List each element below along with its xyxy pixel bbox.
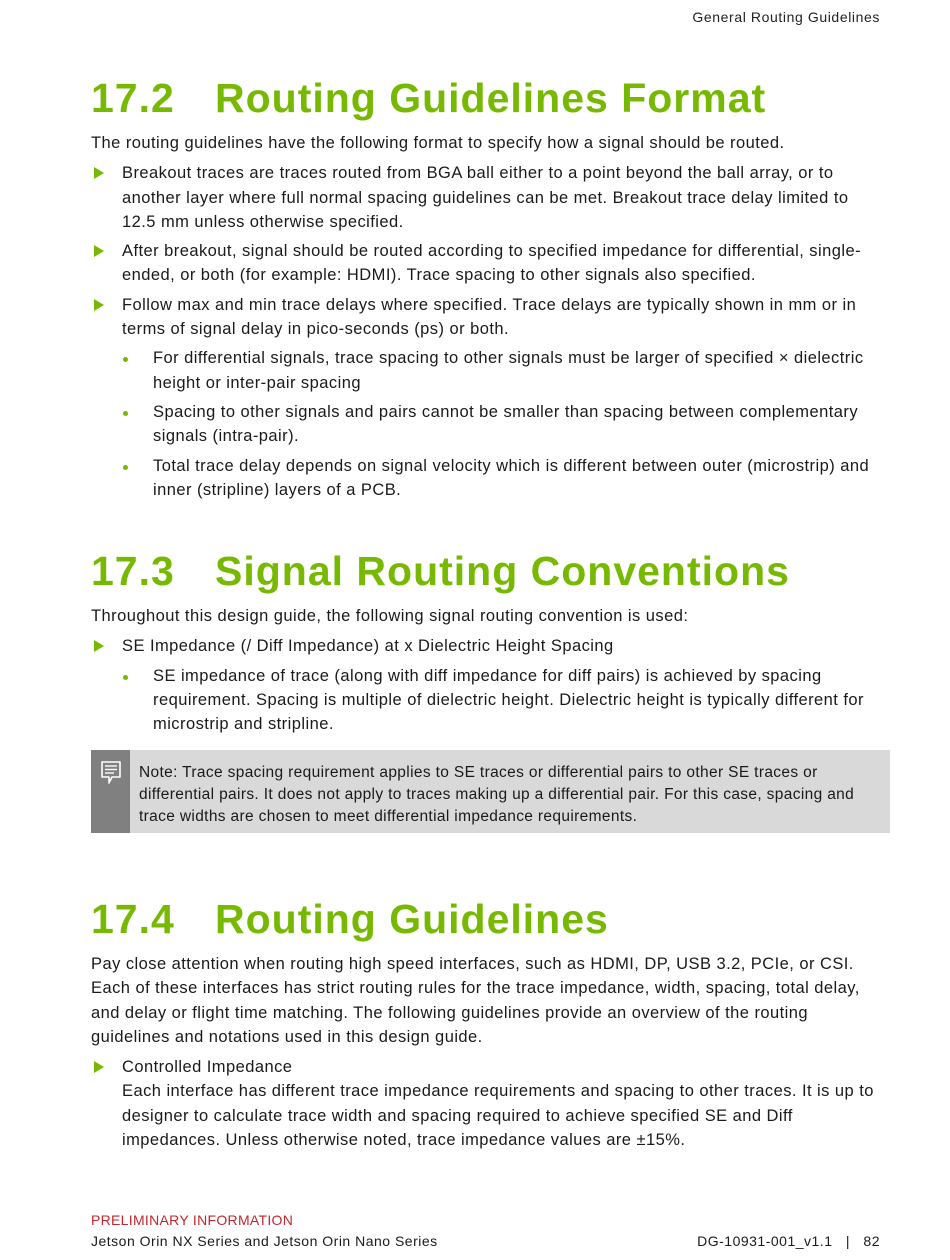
sub-list-item-text: Total trace delay depends on signal velocity which is different between outer (microstrip) and inner (stripline) layers of a PCB.: [153, 456, 870, 499]
section-17-3: [91, 547, 881, 736]
dot-bullet-icon: [123, 675, 128, 680]
sub-list-item: [91, 400, 881, 449]
footer-series: Jetson Orin NX Series and Jetson Orin Nano Series: [91, 1233, 438, 1249]
list-item-text: SE Impedance (/ Diff Impedance) at x Dielectric Height Spacing: [122, 637, 614, 656]
list-item: [91, 239, 881, 288]
dot-bullet-icon: [123, 465, 128, 470]
section-title: Routing Guidelines Format: [215, 75, 767, 121]
section-number: 17.3: [91, 548, 175, 594]
list-item-text: Each interface has different trace impedance requirements and spacing to other traces. It is up to designer to calculate trace width and spacing required to achieve specified SE and Diff impedances. Unless otherwise noted, trace impedance values are ±15%.: [122, 1082, 874, 1150]
page-number: 82: [863, 1233, 880, 1249]
sub-list-item-text: SE impedance of trace (along with diff impedance for diff pairs) is achieved by spacing requirement. Spacing is multiple of dielectric height. Dielectric height is typically different for microstrip and stripline.: [153, 666, 864, 734]
sub-list-item: [91, 664, 881, 737]
triangle-bullet-icon: [94, 640, 104, 652]
section-number: 17.2: [91, 75, 175, 121]
sub-list-item-text: Spacing to other signals and pairs cannot be smaller than spacing between complementary signals (intra-pair).: [153, 402, 859, 446]
note-sidebar: [91, 750, 130, 833]
note-box: [91, 750, 890, 833]
note-text: Note: Trace spacing requirement applies to SE traces or differential pairs to other SE traces or differential pairs. It does not apply to traces making up a differential pair. For this case, spacing and trace widths are chosen to meet differential impedance requirements.: [139, 764, 855, 825]
running-header: General Routing Guidelines: [692, 9, 880, 25]
list-item: [91, 1055, 881, 1152]
list-item-text: After breakout, signal should be routed according to specified impedance for differential, single-ended, or both (for example: HDMI). Trace spacing to other signals also specified.: [122, 242, 862, 285]
triangle-bullet-icon: [94, 167, 104, 179]
list-item: [91, 634, 881, 658]
section-intro: Pay close attention when routing high speed interfaces, such as HDMI, DP, USB 3.2, PCIe, or CSI. Each of these interfaces has strict routing rules for the trace impedance, width, spacing, total delay, and delay or flight time matching. The following guidelines provide an overview of the routing guidelines and notations used in this design guide.: [91, 955, 860, 1046]
section-17-4: [91, 895, 881, 1152]
section-heading: [91, 895, 881, 943]
list-item-text: Breakout traces are traces routed from BGA ball either to a point beyond the ball array, or to another layer where full normal spacing guidelines can be met. Breakout trace delay limited to 12.5 mm unless otherwise specified.: [122, 164, 849, 231]
triangle-bullet-icon: [94, 299, 104, 311]
dot-bullet-icon: [123, 357, 128, 362]
triangle-bullet-icon: [94, 1061, 104, 1073]
footer-doc-info: [697, 1233, 880, 1249]
list-item-text: Follow max and min trace delays where specified. Trace delays are typically shown in mm or in terms of signal delay in pico-seconds (ps) or both.: [122, 295, 857, 339]
section-title: Routing Guidelines: [215, 896, 609, 942]
footer-preliminary: PRELIMINARY INFORMATION: [91, 1212, 294, 1228]
sub-list-item: [91, 454, 881, 503]
section-heading: [91, 74, 881, 122]
note-icon: [100, 761, 122, 785]
sub-list-item: [91, 346, 881, 395]
dot-bullet-icon: [123, 411, 128, 416]
section-17-2: [91, 74, 881, 502]
doc-id: DG-10931-001_v1.1: [697, 1233, 833, 1249]
section-number: 17.4: [91, 896, 175, 942]
sub-list-item-text: For differential signals, trace spacing to other signals must be larger of specified × dielectric height or inter-pair spacing: [153, 349, 864, 392]
section-intro: The routing guidelines have the following format to specify how a signal should be routed.: [91, 134, 785, 152]
list-item-title: Controlled Impedance: [122, 1058, 293, 1077]
list-item: [91, 293, 881, 342]
footer-separator: |: [845, 1233, 851, 1249]
section-intro: Throughout this design guide, the following signal routing convention is used:: [91, 607, 689, 625]
section-heading: [91, 547, 881, 595]
triangle-bullet-icon: [94, 245, 104, 257]
section-title: Signal Routing Conventions: [215, 548, 790, 594]
list-item: [91, 161, 881, 234]
